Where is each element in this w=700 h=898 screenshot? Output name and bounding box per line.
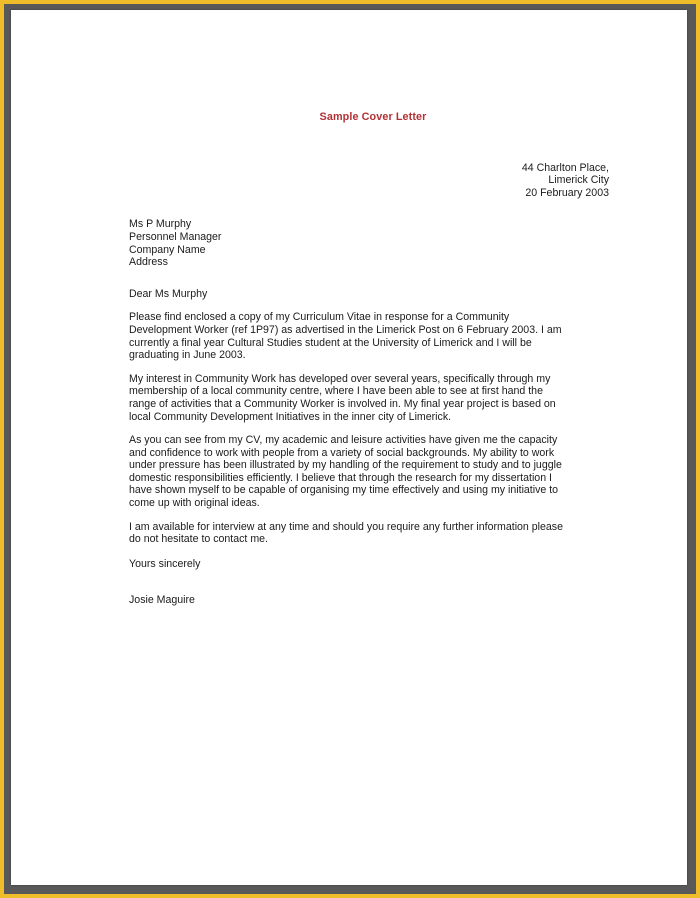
paragraph-1 [129, 311, 609, 361]
letter-date: 20 February 2003 [525, 186, 609, 199]
paragraph-line: domestic responsibilities efficiently. I believe that through the research for my dissertation I [129, 471, 552, 484]
paragraph-line: My interest in Community Work has developed over several years, specifically through my [129, 372, 551, 385]
paragraph-line: and confidence to work with people from a variety of social backgrounds. My ability to work [129, 446, 555, 459]
recipient-address [129, 218, 609, 268]
paragraph-line: membership of a local community centre, where I have been able to see at first hand the [129, 385, 543, 398]
recipient-company: Company Name [129, 243, 206, 256]
recipient-address-line: Address [129, 256, 168, 269]
paragraph-line: have shown myself to be capable of organising my time effectively and using my initiative to [129, 484, 559, 497]
paragraph-line: I am available for interview at any time and should you require any further information please [129, 520, 563, 533]
document-frame-inner [4, 4, 696, 894]
salutation: Dear Ms Murphy [129, 287, 208, 300]
paragraph-line: do not hesitate to contact me. [129, 533, 268, 546]
paragraph-line: graduating in June 2003. [129, 349, 246, 362]
paragraph-line: Please find enclosed a copy of my Curriculum Vitae in response for a Community [129, 311, 510, 324]
paragraph-line: under pressure has been illustrated by my handling of the requirement to study and to juggle [129, 459, 562, 472]
paragraph-line: come up with original ideas. [129, 497, 260, 510]
letter-page [11, 10, 687, 885]
sender-address-line: Limerick City [548, 174, 609, 187]
paragraph-line: currently a final year Cultural Studies student at the University of Limerick and I will be [129, 336, 532, 349]
closing: Yours sincerely [129, 557, 201, 570]
paragraph-4 [129, 521, 609, 546]
recipient-name: Ms P Murphy [129, 218, 192, 231]
paragraph-2 [129, 373, 609, 423]
signature-name: Josie Maguire [129, 594, 195, 607]
paragraph-line: Development Worker (ref 1P97) as advertised in the Limerick Post on 6 February 2003. I am [129, 323, 562, 336]
paragraph-line: range of activities that a Community Worker is involved in. My final year project is based on [129, 397, 556, 410]
sender-address [129, 162, 609, 200]
sender-address-line: 44 Charlton Place, [521, 161, 609, 174]
paragraph-3 [129, 434, 609, 510]
cover-letter [129, 111, 609, 607]
recipient-title: Personnel Manager [129, 230, 222, 243]
paragraph-line: As you can see from my CV, my academic and leisure activities have given me the capacity [129, 434, 558, 447]
paragraph-line: local Community Development Initiatives in the inner city of Limerick. [129, 410, 452, 423]
letter-title: Sample Cover Letter [319, 111, 427, 123]
